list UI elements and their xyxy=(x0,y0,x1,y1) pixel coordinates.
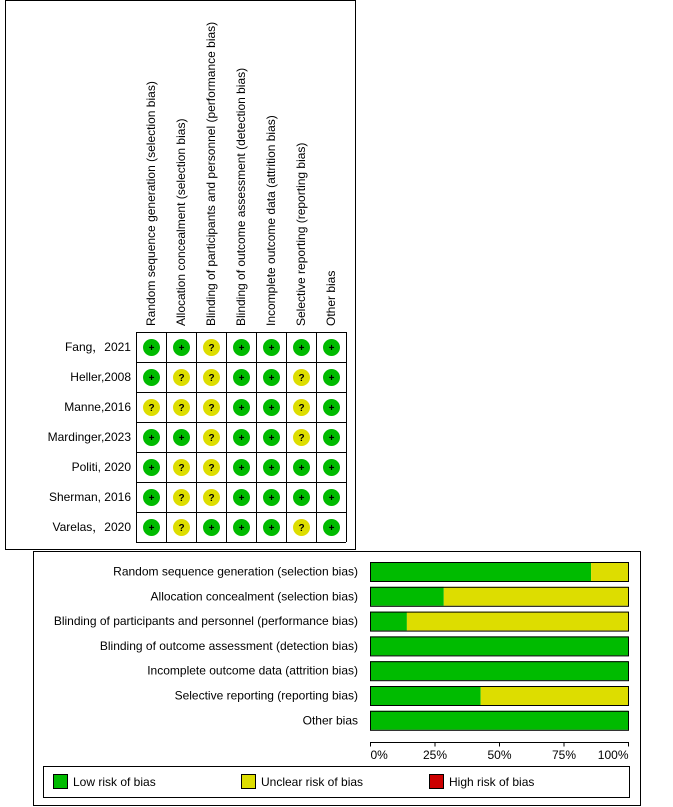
summary-domain-header: Selective reporting (reporting bias) xyxy=(294,142,308,326)
judgement-symbol: ? xyxy=(298,433,305,444)
judgement-symbol: + xyxy=(148,493,155,504)
judgement-symbol: ? xyxy=(178,373,185,384)
judgement-symbol: ? xyxy=(298,403,305,414)
judgement-symbol: + xyxy=(148,523,155,534)
legend-label: Low risk of bias xyxy=(73,775,156,789)
summary-domain-header: Blinding of outcome assessment (detection bias) xyxy=(234,67,248,326)
bar-segment xyxy=(481,686,628,705)
summary-domain-headers xyxy=(144,22,338,326)
category-label: Allocation concealment (selection bias) xyxy=(150,589,358,604)
study-label: Mardinger,2023 xyxy=(47,430,131,444)
risk-of-bias-summary xyxy=(6,1,356,550)
x-tick-label: 50% xyxy=(487,748,512,762)
judgement-symbol: ? xyxy=(178,523,185,534)
summary-judgement-circles xyxy=(143,339,340,536)
category-label: Incomplete outcome data (attrition bias) xyxy=(147,663,358,678)
x-tick-label: 25% xyxy=(422,748,448,762)
judgement-symbol: + xyxy=(178,433,185,444)
judgement-symbol: ? xyxy=(148,403,155,414)
category-label: Other bias xyxy=(302,713,358,728)
bar-segment xyxy=(407,612,628,631)
judgement-symbol: + xyxy=(328,373,335,384)
summary-domain-header: Random sequence generation (selection bias) xyxy=(144,81,158,326)
judgement-symbol: + xyxy=(268,373,275,384)
judgement-symbol: + xyxy=(148,463,155,474)
judgement-symbol: + xyxy=(268,493,275,504)
bar-segment xyxy=(370,711,628,730)
judgement-symbol: + xyxy=(268,403,275,414)
bar-segment xyxy=(370,686,481,705)
judgement-symbol: + xyxy=(238,403,245,414)
summary-domain-header: Blinding of participants and personnel (performance bias) xyxy=(204,21,218,326)
judgement-symbol: ? xyxy=(208,373,215,384)
summary-domain-header: Incomplete outcome data (attrition bias) xyxy=(264,115,278,326)
bar-segment xyxy=(370,587,444,606)
graph-bars xyxy=(370,562,629,730)
judgement-symbol: + xyxy=(328,523,335,534)
judgement-symbol: + xyxy=(238,463,245,474)
graph-category-labels xyxy=(54,565,358,728)
judgement-symbol: + xyxy=(238,433,245,444)
judgement-symbol: + xyxy=(268,343,275,354)
summary-domain-header: Other bias xyxy=(324,270,338,326)
study-label: Sherman, 2016 xyxy=(48,490,131,504)
legend xyxy=(44,767,630,798)
study-label: Politi, 2020 xyxy=(71,460,131,474)
bar-segment xyxy=(370,612,407,631)
judgement-symbol: ? xyxy=(178,463,185,474)
summary-study-labels xyxy=(48,340,132,534)
risk-of-bias-graph xyxy=(34,552,641,806)
bar-segment xyxy=(370,562,591,581)
judgement-symbol: ? xyxy=(208,403,215,414)
category-label: Random sequence generation (selection bias) xyxy=(113,564,358,579)
legend-swatch xyxy=(430,775,444,789)
judgement-symbol: ? xyxy=(208,433,215,444)
judgement-symbol: + xyxy=(298,493,305,504)
judgement-symbol: + xyxy=(328,403,335,414)
summary-domain-header: Allocation concealment (selection bias) xyxy=(174,118,188,326)
x-tick-label: 75% xyxy=(551,748,577,762)
x-tick-label: 0% xyxy=(370,748,388,762)
legend-swatch xyxy=(54,775,68,789)
judgement-symbol: + xyxy=(268,463,275,474)
category-label: Selective reporting (reporting bias) xyxy=(174,688,358,703)
judgement-symbol: + xyxy=(238,523,245,534)
judgement-symbol: + xyxy=(178,343,185,354)
graph-x-axis xyxy=(370,743,629,763)
x-tick-label: 100% xyxy=(597,748,629,762)
bar-segment xyxy=(444,587,628,606)
judgement-symbol: + xyxy=(298,343,305,354)
legend-swatch xyxy=(242,775,256,789)
judgement-symbol: + xyxy=(268,523,275,534)
judgement-symbol: + xyxy=(208,523,215,534)
judgement-symbol: + xyxy=(238,493,245,504)
judgement-symbol: + xyxy=(148,433,155,444)
bar-segment xyxy=(591,562,628,581)
study-label: Heller,2008 xyxy=(70,370,131,384)
judgement-symbol: + xyxy=(328,433,335,444)
judgement-symbol: ? xyxy=(178,403,185,414)
category-label: Blinding of outcome assessment (detection bias) xyxy=(99,638,358,653)
judgement-symbol: + xyxy=(328,463,335,474)
judgement-symbol: ? xyxy=(208,343,215,354)
judgement-symbol: + xyxy=(238,373,245,384)
study-label: Fang，2021 xyxy=(64,340,131,354)
judgement-symbol: + xyxy=(148,343,155,354)
judgement-symbol: + xyxy=(148,373,155,384)
judgement-symbol: + xyxy=(328,493,335,504)
bar-segment xyxy=(370,636,628,655)
bar-segment xyxy=(370,661,628,680)
judgement-symbol: ? xyxy=(298,523,305,534)
judgement-symbol: + xyxy=(268,433,275,444)
legend-label: Unclear risk of bias xyxy=(261,775,364,789)
judgement-symbol: ? xyxy=(208,463,215,474)
judgement-symbol: ? xyxy=(208,493,215,504)
category-label: Blinding of participants and personnel (performance bias) xyxy=(53,614,358,629)
judgement-symbol: + xyxy=(298,463,305,474)
legend-label: High risk of bias xyxy=(449,775,535,789)
judgement-symbol: + xyxy=(328,343,335,354)
study-label: Varelas，2020 xyxy=(52,520,131,534)
judgement-symbol: ? xyxy=(298,373,305,384)
judgement-symbol: ? xyxy=(178,493,185,504)
study-label: Manne,2016 xyxy=(64,400,131,414)
judgement-symbol: + xyxy=(238,343,245,354)
